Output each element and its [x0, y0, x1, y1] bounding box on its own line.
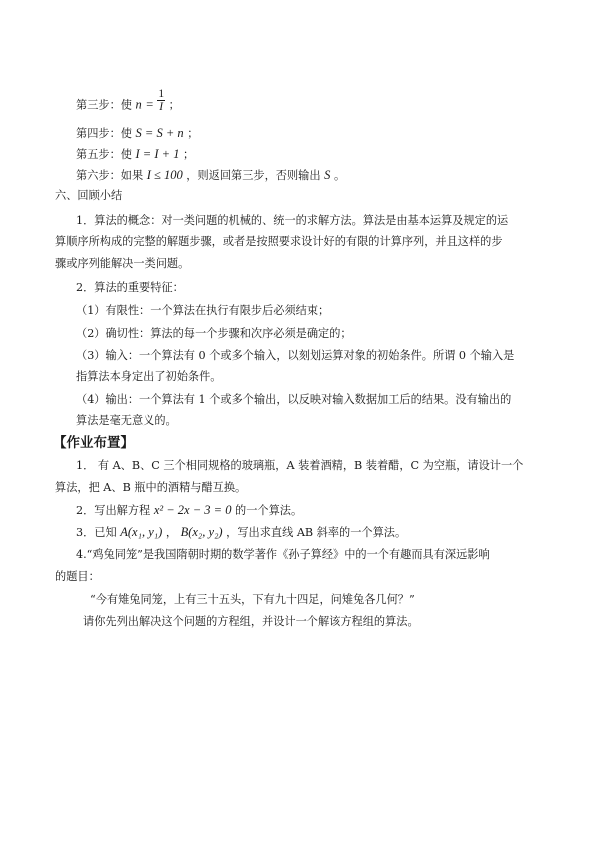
review-title: 六、回顾小结 [55, 189, 123, 202]
homework-q2-prefix: 2．写出解方程 [76, 504, 151, 517]
feature-input-line2: 指算法本身定出了初始条件。 [76, 370, 222, 383]
step-six-mid: ，则返回第三步，否则输出 [186, 169, 321, 182]
review-p1-line3: 骤或序列能解决一类问题。 [55, 257, 190, 270]
step-five-tail: ； [183, 148, 195, 161]
step-three-label: 第三步：使 [76, 98, 132, 112]
step-five-label: 第五步：使 [76, 148, 132, 161]
step-six-label: 第六步：如果 [76, 169, 144, 182]
step-four-tail: ； [187, 127, 199, 140]
homework-q3-separator: ， [165, 526, 178, 539]
feature-input-line1: （3）输入：一个算法有 0 个或多个输入，以刻划运算对象的初始条件。所谓 0 个输入是 [76, 349, 515, 362]
step-six [76, 168, 345, 183]
homework-q2-suffix: 的一个算法。 [235, 504, 303, 517]
step-three-eq: = [145, 97, 154, 112]
step-three-tail: ； [168, 98, 180, 112]
step-five [76, 147, 194, 162]
homework-q4-ask: 请你先列出解决这个问题的方程组，并设计一个解该方程组的算法。 [83, 615, 419, 628]
feature-definiteness: （2）确切性：算法的每一个步骤和次序必须是确定的； [76, 327, 352, 340]
step-three-fraction [157, 88, 165, 113]
homework-q4-line1: 4.“鸡兔同笼”是我国隋朝时期的数学著作《孙子算经》中的一个有趣而具有深远影响 [76, 548, 490, 561]
homework-q3 [76, 525, 406, 540]
review-p1-line1: 1．算法的概念：对一类问题的机械的、统一的求解方法。算法是由基本运算及规定的运 [76, 214, 509, 227]
step-three-lhs: n [135, 97, 142, 112]
homework-title: 【作业布置】 [53, 435, 134, 451]
homework-q1-line2: 算法，把 A、B 瓶中的酒精与醋互换。 [55, 481, 247, 494]
feature-finiteness: （1）有限性：一个算法在执行有限步后必须结束； [76, 304, 330, 317]
feature-output-line1: （4）输出：一个算法有 1 个或多个输出，以反映对输入数据加工后的结果。没有输出的 [76, 393, 512, 406]
step-four [76, 126, 198, 141]
homework-q4-quote: “今有雉兔同笼，上有三十五头，下有九十四足，问雉兔各几何？” [90, 593, 415, 606]
homework-q2-equation: x² − 2x − 3 = 0 [153, 503, 232, 517]
step-four-expr: S = S + n [135, 126, 184, 140]
review-p1-line2: 算顺序所构成的完整的解题步骤，或者是按照要求设计好的有限的计算序列，并且这样的步 [55, 235, 503, 248]
review-p2-title: 2．算法的重要特征： [76, 281, 184, 294]
homework-q3-suffix: ，写出求直线 AB 斜率的一个算法。 [226, 526, 407, 539]
fraction-numerator: 1 [158, 88, 165, 100]
homework-q4-line2: 的题目： [55, 570, 100, 583]
step-five-expr: I = I + 1 [135, 147, 180, 161]
step-six-expr: I ≤ 100 [146, 168, 183, 182]
homework-q3-point-a: A(x₁, y₁) [120, 525, 163, 539]
homework-q2 [76, 503, 302, 518]
step-six-var: S [324, 168, 331, 182]
homework-q3-point-b: B(x₂, y₂) [180, 525, 223, 539]
step-four-label: 第四步：使 [76, 127, 132, 140]
step-three [76, 88, 180, 118]
feature-output-line2: 算法是毫无意义的。 [76, 414, 177, 427]
homework-q1-line1: 1． 有 A、B、C 三个相同规格的玻璃瓶，A 装着酒精，B 装着醋，C 为空瓶，请设计一个 [76, 459, 524, 472]
homework-q3-prefix: 3．已知 [76, 526, 117, 539]
step-six-tail: 。 [333, 169, 346, 182]
fraction-denominator: I [159, 101, 164, 113]
